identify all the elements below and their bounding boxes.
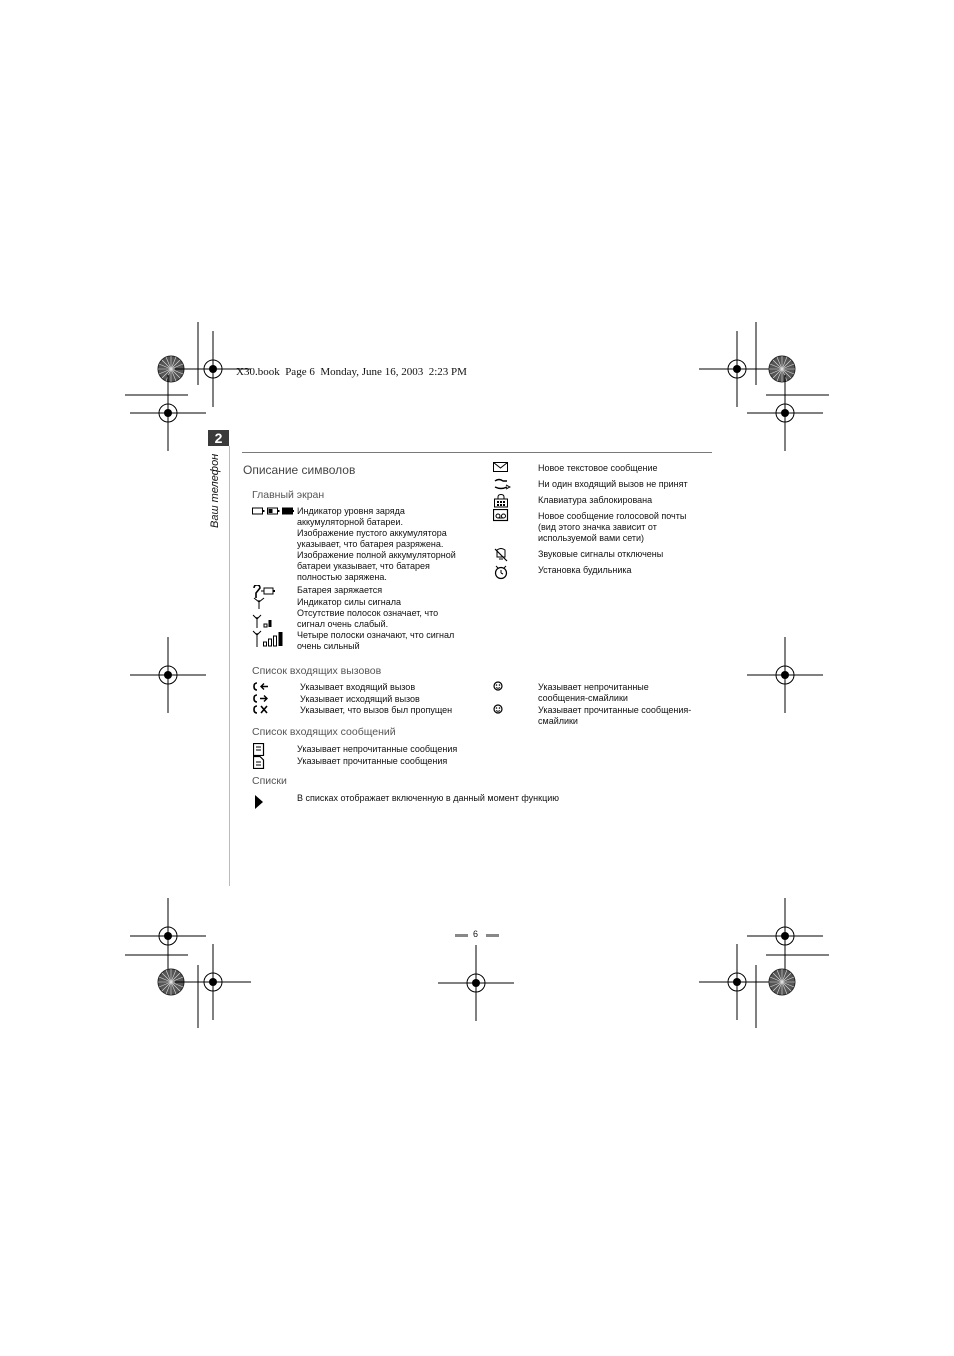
missed-call-icon	[253, 705, 269, 714]
lists-description: В списках отображает включенную в данный момент функцию	[297, 793, 560, 803]
inbox-description: Указывает непрочитанные сообщения Указывает прочитанные сообщения	[297, 744, 458, 766]
voicemail-description: Новое сообщение голосовой почты (вид этого значка зависит от используемой вами сети)	[538, 511, 687, 543]
smiley-unread-description: Указывает непрочитанные сообщения-смайлики	[538, 682, 649, 703]
call-list-description: Указывает входящий вызов Указывает исходящий вызов Указывает, что вызов был пропущен	[300, 682, 453, 715]
silent-icon	[493, 548, 509, 562]
inbox-list-title: Список входящих сообщений	[252, 726, 396, 738]
envelope-icon	[493, 462, 509, 473]
signal-antenna-icon	[252, 597, 266, 609]
call-list-title: Список входящих вызовов	[252, 665, 382, 677]
section-title: Описание символов	[243, 463, 356, 477]
charging-text: Батарея заряжается	[297, 585, 383, 595]
page-number: 6	[473, 929, 479, 939]
battery-icons	[252, 507, 294, 515]
sidebar-divider	[229, 446, 230, 886]
top-rule	[242, 452, 712, 453]
page-number-bar-right	[486, 934, 499, 937]
page-header: X30.book Page 6 Monday, June 16, 2003 2:23 PM	[236, 366, 467, 378]
chapter-title: Ваш телефон	[209, 453, 221, 528]
lists-title: Списки	[252, 775, 287, 787]
smiley-read-description: Указывает прочитанные сообщения- смайлики	[538, 705, 692, 726]
read-message-icon	[253, 756, 265, 769]
incoming-call-icon	[253, 682, 269, 691]
keypad-lock-icon	[493, 494, 509, 508]
page-number-bar-left	[455, 934, 468, 937]
main-screen-title: Главный экран	[252, 489, 325, 501]
alarm-clock-icon	[493, 564, 509, 580]
unread-message-icon	[253, 743, 265, 756]
no-missed-call-text: Ни один входящий вызов не принят	[538, 479, 688, 489]
alarm-text: Установка будильника	[538, 565, 632, 575]
silent-text: Звуковые сигналы отключены	[538, 549, 664, 559]
chapter-number: 2	[208, 430, 229, 446]
signal-description: Индикатор силы сигнала Отсутствие полосок означает, что сигнал очень слабый. Четыре полоски означают, что сигнал очень сильный	[297, 597, 455, 651]
battery-description: Индикатор уровня заряда аккумуляторной батареи. Изображение пустого аккумулятора указывает, что батарея разряжена. Изображение полной аккумуляторной батареи указывает, что батарея полностью заряжена.	[297, 506, 456, 582]
new-sms-text: Новое текстовое сообщение	[538, 463, 658, 473]
signal-strong-icon	[252, 630, 286, 647]
outgoing-call-icon	[253, 694, 269, 703]
signal-weak-icon	[252, 614, 274, 628]
smiley-read-icon	[493, 704, 503, 714]
keypad-locked-text: Клавиатура заблокирована	[538, 495, 653, 505]
voicemail-icon	[493, 509, 509, 522]
active-function-arrow-icon	[254, 794, 264, 810]
smiley-unread-icon	[493, 681, 503, 691]
no-missed-call-icon	[493, 478, 511, 491]
